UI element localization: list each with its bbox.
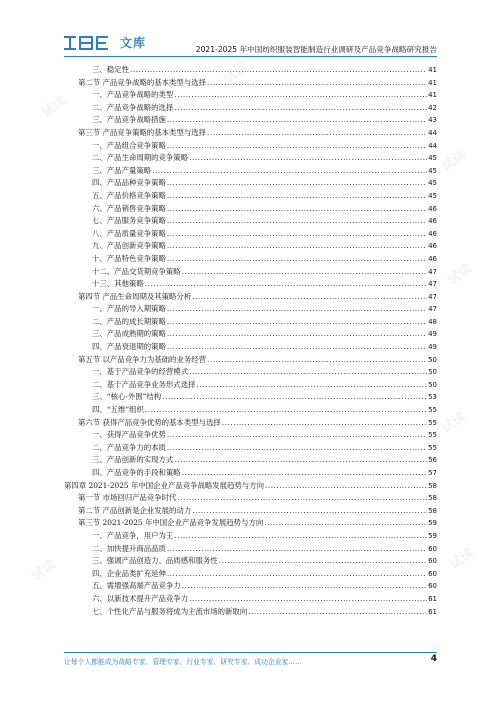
toc-entry-title: 二、基于产品竞争业务形式选择 — [92, 379, 196, 389]
page-header — [0, 0, 499, 62]
toc-leader-dots — [167, 429, 427, 442]
toc-leader-dots — [167, 303, 427, 316]
toc-leader-dots — [207, 354, 427, 367]
toc-entry[interactable] — [64, 467, 437, 480]
toc-entry[interactable] — [64, 404, 437, 417]
toc-entry-title: 二、产品竞争战略的选择 — [92, 102, 174, 112]
logo — [64, 36, 146, 50]
toc-entry-page: 41 — [428, 78, 437, 87]
page-number: 4 — [430, 654, 437, 664]
toc-entry-title: 第四节 产品生命周期及其策略分析 — [78, 291, 192, 301]
toc-leader-dots — [130, 64, 427, 77]
toc-entry[interactable] — [64, 291, 437, 304]
toc-leader-dots — [145, 404, 427, 417]
toc-entry-title: 第四章 2021-2025 年中国企业产品竞争战略发展趋势与方向 — [64, 480, 265, 490]
toc-entry-page: 45 — [428, 179, 437, 188]
toc-leader-dots — [167, 543, 427, 556]
toc-leader-dots — [219, 555, 427, 568]
toc-entry[interactable] — [64, 593, 437, 606]
toc-entry[interactable] — [64, 517, 437, 530]
toc-entry-page: 50 — [428, 380, 437, 389]
watermark: 试读 — [439, 409, 470, 437]
toc-entry-title: 五、需增强高端产品竞争力 — [92, 581, 181, 591]
toc-entry-title: 四、产品衰退期的策略 — [92, 342, 166, 352]
toc-entry-page: 46 — [428, 217, 437, 226]
toc-entry-page: 41 — [428, 66, 437, 74]
toc-entry[interactable] — [64, 341, 437, 354]
toc-entry-page: 55 — [428, 406, 437, 415]
toc-entry-title: 五、产品价格竞争策略 — [92, 190, 166, 200]
toc-leader-dots — [167, 203, 427, 216]
toc-entry-title: 七、个性化产品与服务将成为主流市场的新取向 — [92, 606, 248, 616]
toc-entry-title: 第三节 2021-2025 年中国企业产品竞争发展趋势与方向 — [78, 518, 264, 528]
toc-entry[interactable] — [64, 606, 437, 619]
toc-entry-page: 42 — [428, 103, 437, 112]
toc-entry[interactable] — [64, 442, 437, 455]
toc-leader-dots — [174, 89, 427, 102]
toc-entry-page: 47 — [428, 305, 437, 314]
toc-entry-page: 59 — [428, 531, 437, 540]
toc-entry[interactable] — [64, 64, 437, 77]
watermark: 试读 — [447, 545, 478, 573]
watermark: 试读 — [445, 261, 476, 289]
toc-entry-page: 58 — [428, 481, 437, 490]
toc-entry[interactable] — [64, 114, 437, 127]
toc-entry[interactable] — [64, 253, 437, 266]
watermark: 试读 — [439, 147, 470, 175]
toc-leader-dots — [177, 492, 427, 505]
toc-leader-dots — [207, 127, 427, 140]
toc-entry-page: 47 — [428, 292, 437, 301]
toc-entry-title: 一、基于产品竞争的经营模式 — [92, 367, 189, 377]
toc-entry-page: 41 — [428, 91, 437, 100]
toc-entry-title: 第一节 市场回归产品竞争时代 — [78, 493, 177, 503]
logo-text: 文库 — [120, 36, 147, 50]
toc-leader-dots — [167, 114, 427, 127]
toc-leader-dots — [264, 517, 427, 530]
toc-leader-dots — [145, 278, 427, 291]
toc-entry-page: 46 — [428, 204, 437, 213]
toc-entry-page: 55 — [428, 431, 437, 440]
toc-entry-title: 六、以新技术提升产品竞争力 — [92, 593, 189, 603]
toc-entry-page: 46 — [428, 242, 437, 251]
toc-leader-dots — [189, 152, 427, 165]
toc-entry-title: 八、产品质量竞争策略 — [92, 228, 166, 238]
toc-entry[interactable] — [64, 303, 437, 316]
toc-entry[interactable] — [64, 555, 437, 568]
toc-leader-dots — [265, 480, 427, 493]
toc-entry-page: 58 — [428, 494, 437, 503]
toc-entry[interactable] — [64, 152, 437, 165]
header-divider — [64, 56, 437, 57]
watermark: 试读 — [221, 59, 252, 87]
toc-entry[interactable] — [64, 228, 437, 241]
toc-leader-dots — [196, 379, 427, 392]
toc-entry[interactable] — [64, 366, 437, 379]
toc-entry-title: 三、强调产品创造力、品质感和服务性 — [92, 556, 218, 566]
toc-entry-title: 第六节 获得产品竞争优势的基本类型与选择 — [78, 417, 221, 427]
toc-entry-title: 二、产品的成长期策略 — [92, 316, 166, 326]
toc-entry-page: 55 — [428, 443, 437, 452]
toc-entry-page: 45 — [428, 166, 437, 175]
toc-entry[interactable] — [64, 580, 437, 593]
toc-entry-page: 48 — [428, 317, 437, 326]
watermark: 试读 — [29, 557, 60, 585]
toc-entry-page: 58 — [428, 506, 437, 515]
toc-entry[interactable] — [64, 89, 437, 102]
toc-entry-title: 三、产品竞争战略措施 — [92, 115, 166, 125]
toc-entry-page: 60 — [428, 582, 437, 591]
toc-entry-title: 十二、产品交货期竞争策略 — [92, 266, 181, 276]
toc-entry-title: 六、产品销售竞争策略 — [92, 203, 166, 213]
toc-entry-title: 三、产品创新的实现方式 — [92, 455, 174, 465]
toc-entry-page: 56 — [428, 456, 437, 465]
toc-leader-dots — [162, 391, 427, 404]
toc-entry[interactable] — [64, 379, 437, 392]
toc-entry-title: 三、产品成熟期的策略 — [92, 329, 166, 339]
toc-entry-page: 59 — [428, 519, 437, 528]
toc-leader-dots — [167, 253, 427, 266]
toc-entry-page: 55 — [428, 418, 437, 427]
toc-leader-dots — [152, 165, 427, 178]
toc-entry-title: 第二节 产品竞争战略的基本类型与选择 — [78, 77, 206, 87]
toc-entry[interactable] — [64, 492, 437, 505]
toc-entry-page: 46 — [428, 254, 437, 263]
toc-leader-dots — [167, 140, 427, 153]
toc-entry[interactable] — [64, 543, 437, 556]
toc-entry[interactable] — [64, 240, 437, 253]
toc-entry-title: 四、企业品类扩充延伸 — [92, 568, 166, 578]
toc-entry-title: 四、“五维”组织 — [92, 405, 144, 415]
table-of-contents — [64, 64, 437, 618]
toc-entry-title: 二、产品竞争力的本质 — [92, 442, 166, 452]
toc-entry[interactable] — [64, 127, 437, 140]
toc-entry[interactable] — [64, 505, 437, 518]
toc-leader-dots — [167, 215, 427, 228]
toc-entry[interactable] — [64, 454, 437, 467]
toc-entry-page: 44 — [428, 128, 437, 137]
toc-entry-title: 一、产品竞争战略的类型 — [92, 90, 174, 100]
toc-entry-page: 50 — [428, 368, 437, 377]
toc-entry-title: 四、产品品种竞争策略 — [92, 178, 166, 188]
watermark: 试读 — [39, 93, 70, 121]
toc-entry-title: 十、产品特色竞争策略 — [92, 253, 166, 263]
toc-leader-dots — [167, 442, 427, 455]
toc-entry[interactable] — [64, 140, 437, 153]
toc-leader-dots — [167, 328, 427, 341]
toc-entry-page: 60 — [428, 569, 437, 578]
toc-entry-page: 45 — [428, 191, 437, 200]
toc-entry[interactable] — [64, 203, 437, 216]
toc-entry-page: 57 — [428, 469, 437, 477]
toc-leader-dots — [182, 467, 427, 480]
toc-entry-page: 53 — [428, 393, 437, 402]
toc-entry[interactable] — [64, 354, 437, 367]
toc-entry-page: 50 — [428, 355, 437, 364]
toc-entry-title: 第三节 产品竞争策略的基本类型与选择 — [78, 127, 206, 137]
toc-entry-page: 43 — [428, 116, 437, 125]
report-title: 2021-2025 年中国纺织服装智能制造行业调研及产品竞争战略研究报告 — [195, 45, 437, 54]
toc-leader-dots — [182, 580, 427, 593]
toc-leader-dots — [167, 568, 427, 581]
toc-entry-title: 十三、其他策略 — [92, 279, 144, 289]
toc-entry-page: 44 — [428, 141, 437, 150]
toc-leader-dots — [167, 228, 427, 241]
toc-entry-page: 60 — [428, 557, 437, 566]
toc-entry-title: 一、获得产品竞争优势 — [92, 430, 166, 440]
toc-entry-title: 九、产品创新竞争策略 — [92, 241, 166, 251]
toc-entry-page: 60 — [428, 544, 437, 553]
toc-entry-title: 第二节 产品创新是企业发展的动力 — [78, 505, 192, 515]
toc-leader-dots — [192, 291, 427, 304]
toc-entry-title: 一、产品的导入期策略 — [92, 304, 166, 314]
toc-entry[interactable] — [64, 480, 437, 493]
toc-entry-title: 一、产品组合竞争策略 — [92, 140, 166, 150]
toc-leader-dots — [167, 341, 427, 354]
toc-leader-dots — [222, 417, 427, 430]
toc-entry[interactable] — [64, 266, 437, 279]
toc-entry-title: 七、产品服务竞争策略 — [92, 216, 166, 226]
toc-entry-page: 46 — [428, 229, 437, 238]
toc-entry-page: 49 — [428, 330, 437, 339]
toc-entry[interactable] — [64, 568, 437, 581]
toc-leader-dots — [174, 102, 427, 115]
toc-entry-title: 一、产品竞争，用户为王 — [92, 530, 174, 540]
toc-entry-page: 45 — [428, 154, 437, 163]
toc-leader-dots — [174, 454, 427, 467]
toc-leader-dots — [189, 593, 427, 606]
toc-entry[interactable] — [64, 165, 437, 178]
toc-leader-dots — [167, 240, 427, 253]
footer-slogan: 让每个人都能成为战略专家、管理专家、行业专家、研究专家、成功企业家…… — [64, 658, 302, 666]
toc-leader-dots — [192, 505, 427, 518]
footer-divider — [64, 652, 437, 653]
toc-entry[interactable] — [64, 429, 437, 442]
toc-entry-page: 49 — [428, 343, 437, 352]
toc-entry-page: 61 — [428, 607, 437, 616]
toc-entry-page: 47 — [428, 280, 437, 289]
toc-entry-title: 三、稳定性 — [92, 65, 129, 74]
toc-entry-title: 二、产品生命周期的竞争策略 — [92, 153, 189, 163]
logo-mark-icon — [64, 36, 116, 50]
toc-entry[interactable] — [64, 417, 437, 430]
toc-entry-title: 二、加快提升商品品质 — [92, 543, 166, 553]
toc-entry-title: 三、产品产量策略 — [92, 165, 152, 175]
toc-entry-page: 47 — [428, 267, 437, 276]
toc-entry-title: 第五节 以产品竞争力为基础的业务经营 — [78, 354, 206, 364]
toc-entry[interactable] — [64, 177, 437, 190]
toc-entry[interactable] — [64, 215, 437, 228]
toc-leader-dots — [207, 77, 427, 90]
toc-leader-dots — [182, 266, 427, 279]
toc-entry[interactable] — [64, 278, 437, 291]
toc-entry-title: 四、产品竞争的手段和策略 — [92, 468, 181, 477]
toc-leader-dots — [167, 190, 427, 203]
toc-leader-dots — [167, 177, 427, 190]
toc-leader-dots — [189, 366, 427, 379]
toc-entry[interactable] — [64, 190, 437, 203]
toc-entry[interactable] — [64, 530, 437, 543]
toc-leader-dots — [167, 316, 427, 329]
toc-entry[interactable] — [64, 391, 437, 404]
toc-entry[interactable] — [64, 328, 437, 341]
toc-entry-title: 三、“核心-外围”结构 — [92, 392, 162, 402]
toc-leader-dots — [174, 530, 427, 543]
toc-entry[interactable] — [64, 102, 437, 115]
toc-entry-page: 61 — [428, 594, 437, 603]
toc-entry[interactable] — [64, 77, 437, 90]
toc-entry[interactable] — [64, 316, 437, 329]
toc-leader-dots — [248, 606, 427, 619]
